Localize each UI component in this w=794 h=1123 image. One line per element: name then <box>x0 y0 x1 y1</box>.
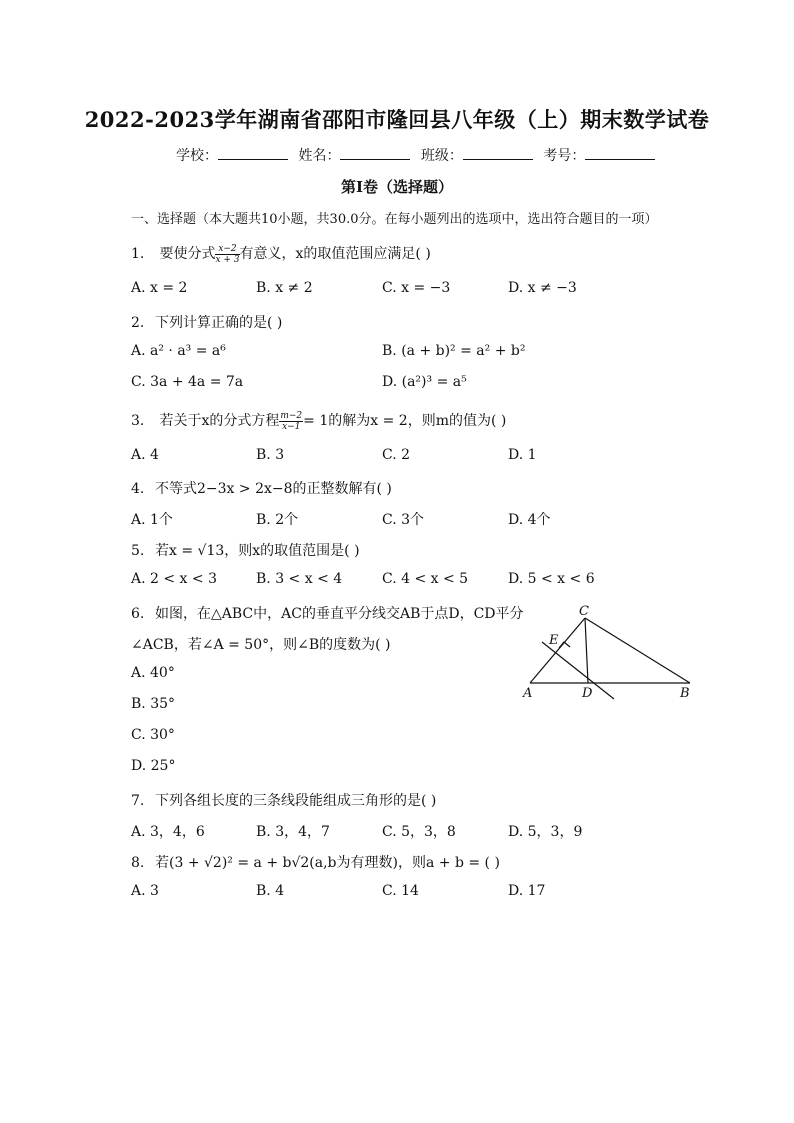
exam-no-blank[interactable] <box>585 147 655 160</box>
fraction: $\frac{m-2}{x-1}$ <box>280 410 303 432</box>
option-4a[interactable]: A. 1个 <box>131 512 173 528</box>
option-5c[interactable]: C. 4 < x < 5 <box>382 571 469 587</box>
segment-cd <box>585 618 588 683</box>
option-7a[interactable]: A. 3，4，6 <box>131 824 205 840</box>
option-1d[interactable]: D. x ≠ −3 <box>508 280 577 296</box>
question-6-line2: ∠ACB，若∠A = 50°，则∠B的度数为( ) <box>131 637 391 653</box>
triangle-figure <box>520 604 700 704</box>
class-blank[interactable] <box>463 147 533 160</box>
exam-no-label: 考号： <box>543 148 586 164</box>
option-3b[interactable]: B. 3 <box>256 447 285 463</box>
question-4: 4. 不等式2−3x > 2x−8的正整数解有( ) <box>131 481 392 497</box>
option-5b[interactable]: B. 3 < x < 4 <box>256 571 343 587</box>
option-8c[interactable]: C. 14 <box>382 883 419 899</box>
option-4d[interactable]: D. 4个 <box>508 512 551 528</box>
option-6a[interactable]: A. 40° <box>131 665 175 681</box>
option-1c[interactable]: C. x = −3 <box>382 280 451 296</box>
option-4c[interactable]: C. 3个 <box>382 512 425 528</box>
instructions: 一、选择题（本大题共10小题，共30.0分。在每小题列出的选项中，选出符合题目的一项） <box>131 212 658 227</box>
question-2: 2. 下列计算正确的是( ) <box>131 315 283 331</box>
option-3c[interactable]: C. 2 <box>382 447 411 463</box>
question-8: 8. 若(3 + √2)² = a + b√2(a,b为有理数)，则a + b = ( ) <box>131 855 500 871</box>
class-label: 班级： <box>420 148 463 164</box>
name-label: 姓名： <box>298 148 341 164</box>
option-3d[interactable]: D. 1 <box>508 447 537 463</box>
option-8d[interactable]: D. 17 <box>508 883 546 899</box>
question-6: 6. 如图，在△ABC中，AC的垂直平分线交AB于点D，CD平分 <box>131 606 524 622</box>
perpendicular-bisector <box>542 642 614 699</box>
option-2d[interactable]: D. (a²)³ = a⁵ <box>382 374 467 390</box>
question-7: 7. 下列各组长度的三条线段能组成三角形的是( ) <box>131 793 437 809</box>
option-4b[interactable]: B. 2个 <box>256 512 299 528</box>
section-heading: 第I卷（选择题） <box>340 178 454 196</box>
question-5: 5. 若x = √13，则x的取值范围是( ) <box>131 543 360 559</box>
segment-ac <box>530 618 585 683</box>
option-8a[interactable]: A. 3 <box>131 883 159 899</box>
option-7b[interactable]: B. 3，4，7 <box>256 824 330 840</box>
option-6c[interactable]: C. 30° <box>131 727 175 743</box>
label-d: D <box>582 686 593 701</box>
option-6b[interactable]: B. 35° <box>131 696 176 712</box>
label-e: E <box>549 633 559 648</box>
segment-cb <box>585 618 690 683</box>
option-5a[interactable]: A. 2 < x < 3 <box>131 571 217 587</box>
label-b: B <box>680 686 690 701</box>
question-3: 3. 若关于x的分式方程 $\frac{m-2}{x-1}$ = 1的解为x = 2，则m的值为( ) <box>131 410 507 432</box>
option-5d[interactable]: D. 5 < x < 6 <box>508 571 595 587</box>
option-7d[interactable]: D. 5，3，9 <box>508 824 583 840</box>
fraction: $\frac{x-2}{x + 3}$ <box>215 243 240 265</box>
name-blank[interactable] <box>340 147 410 160</box>
option-2c[interactable]: C. 3a + 4a = 7a <box>131 374 244 390</box>
label-a: A <box>523 686 533 701</box>
option-1a[interactable]: A. x = 2 <box>131 280 188 296</box>
option-3a[interactable]: A. 4 <box>131 447 159 463</box>
school-blank[interactable] <box>218 147 288 160</box>
option-1b[interactable]: B. x ≠ 2 <box>256 280 313 296</box>
question-1: 1. 要使分式 $\frac{x-2}{x + 3}$ 有意义，x的取值范围应满足( ) <box>131 243 431 265</box>
option-6d[interactable]: D. 25° <box>131 758 176 774</box>
label-c: C <box>579 604 589 619</box>
option-2b[interactable]: B. (a + b)² = a² + b² <box>382 343 526 359</box>
student-info-row <box>176 145 661 165</box>
option-8b[interactable]: B. 4 <box>256 883 285 899</box>
option-7c[interactable]: C. 5，3，8 <box>382 824 456 840</box>
school-label: 学校： <box>176 148 218 164</box>
page-title: 2022-2023学年湖南省邵阳市隆回县八年级（上）期末数学试卷 <box>84 107 710 132</box>
option-2a[interactable]: A. a² · a³ = a⁶ <box>131 343 226 359</box>
